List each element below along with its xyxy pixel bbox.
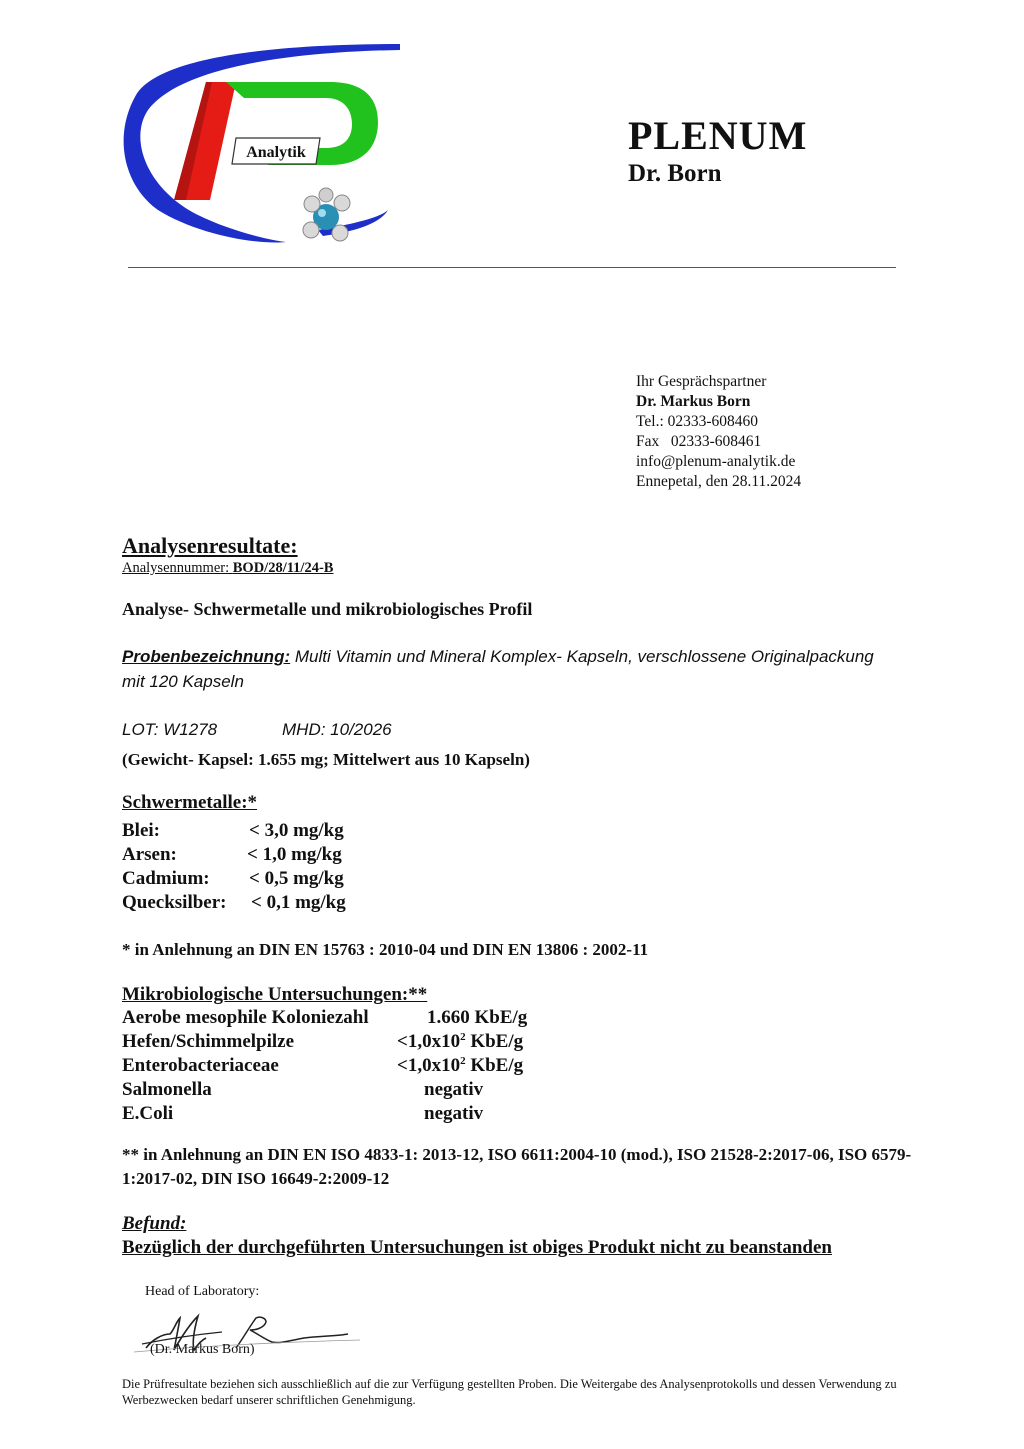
microbiology-value: 1.660 KbE/g bbox=[427, 1007, 528, 1028]
contact-block bbox=[636, 372, 801, 492]
heavy-metal-name: Cadmium: bbox=[122, 868, 210, 889]
microbiology-footnote: ** in Anlehnung an DIN EN ISO 4833-1: 2013-12, ISO 6611:2004-10 (mod.), ISO 21528-2:2017-06, ISO 6579-1:2017-02, DIN ISO 16649-2:2009-12 bbox=[122, 1145, 912, 1188]
value-exponent: 2 bbox=[460, 1055, 466, 1067]
signatory-name: (Dr. Markus Born) bbox=[150, 1342, 255, 1357]
value-exponent: 2 bbox=[460, 1031, 466, 1043]
heavy-metal-value: < 3,0 mg/kg bbox=[249, 820, 344, 841]
head-of-laboratory-label: Head of Laboratory: bbox=[145, 1284, 260, 1299]
contact-tel: Tel.: 02333-608460 bbox=[636, 413, 759, 430]
heavy-metal-row bbox=[122, 844, 177, 866]
finding-text: Bezüglich der durchgeführten Untersuchungen ist obiges Produkt nicht zu beanstanden bbox=[122, 1237, 832, 1258]
value-base: <1,0x10 bbox=[397, 1055, 461, 1076]
analysis-number bbox=[122, 560, 333, 577]
company-name: PLENUM bbox=[628, 113, 808, 158]
microbiology-name: Enterobacteriaceae bbox=[122, 1055, 279, 1076]
heavy-metal-value: < 1,0 mg/kg bbox=[247, 844, 342, 865]
contact-name: Dr. Markus Born bbox=[636, 393, 751, 410]
capsule-weight: (Gewicht- Kapsel: 1.655 mg; Mittelwert aus 10 Kapseln) bbox=[122, 750, 530, 769]
lot-number: LOT: W1278 bbox=[122, 720, 218, 739]
microbiology-title: Mikrobiologische Untersuchungen:** bbox=[122, 984, 428, 1005]
value-unit: KbE/g bbox=[465, 1031, 524, 1052]
contact-fax: Fax 02333-608461 bbox=[636, 433, 762, 450]
heavy-metal-row bbox=[122, 892, 227, 914]
heavy-metal-row bbox=[122, 820, 160, 842]
value-unit: KbE/g bbox=[465, 1055, 524, 1076]
contact-label: Ihr Gesprächspartner bbox=[636, 373, 767, 390]
disclaimer: Die Prüfresultate beziehen sich ausschließlich auf die zur Verfügung gestellten Proben. Die Weitergabe des Analysenprotokolls und dessen Verwendung zu Werbezwecken bedarf unserer schriftlichen Genehmigung. bbox=[122, 1377, 897, 1407]
heavy-metals-footnote: * in Anlehnung an DIN EN 15763 : 2010-04 und DIN EN 13806 : 2002-11 bbox=[122, 940, 649, 959]
microbiology-value bbox=[397, 1055, 523, 1077]
microbiology-value: negativ bbox=[424, 1103, 484, 1124]
logo-text: Analytik bbox=[246, 144, 306, 161]
report-title: Analysenresultate: bbox=[122, 533, 298, 558]
best-before-date: MHD: 10/2026 bbox=[282, 720, 392, 739]
plenum-analytik-logo bbox=[118, 40, 408, 255]
company-subtitle: Dr. Born bbox=[628, 160, 722, 187]
analysis-number-label: Analysennummer: bbox=[122, 560, 233, 576]
heavy-metal-value: < 0,1 mg/kg bbox=[251, 892, 346, 913]
analysis-heading: Analyse- Schwermetalle und mikrobiologisches Profil bbox=[122, 599, 533, 619]
microbiology-name: E.Coli bbox=[122, 1103, 174, 1124]
microbiology-name: Aerobe mesophile Koloniezahl bbox=[122, 1007, 369, 1028]
heavy-metal-row bbox=[122, 868, 210, 890]
heavy-metal-name: Blei: bbox=[122, 820, 160, 841]
sample-text: Multi Vitamin und Mineral Komplex- Kapseln, verschlossene Originalpackung mit 120 Kapseln bbox=[122, 647, 874, 691]
microbiology-value: negativ bbox=[424, 1079, 484, 1100]
microbiology-name: Salmonella bbox=[122, 1079, 212, 1100]
heavy-metal-name: Arsen: bbox=[122, 844, 177, 865]
analysis-number-value: BOD/28/11/24-B bbox=[232, 560, 334, 576]
sample-label: Probenbezeichnung: bbox=[122, 647, 291, 666]
heavy-metal-name: Quecksilber: bbox=[122, 892, 227, 913]
microbiology-name: Hefen/Schimmelpilze bbox=[122, 1031, 295, 1052]
header-divider bbox=[128, 267, 896, 268]
microbiology-value bbox=[397, 1031, 523, 1053]
heavy-metals-title: Schwermetalle:* bbox=[122, 792, 258, 813]
contact-place-date: Ennepetal, den 28.11.2024 bbox=[636, 473, 802, 490]
contact-email[interactable]: info@plenum-analytik.de bbox=[636, 453, 796, 470]
value-base: <1,0x10 bbox=[397, 1031, 461, 1052]
heavy-metal-value: < 0,5 mg/kg bbox=[249, 868, 344, 889]
sample-description bbox=[122, 644, 882, 694]
finding-label: Befund: bbox=[122, 1213, 187, 1234]
